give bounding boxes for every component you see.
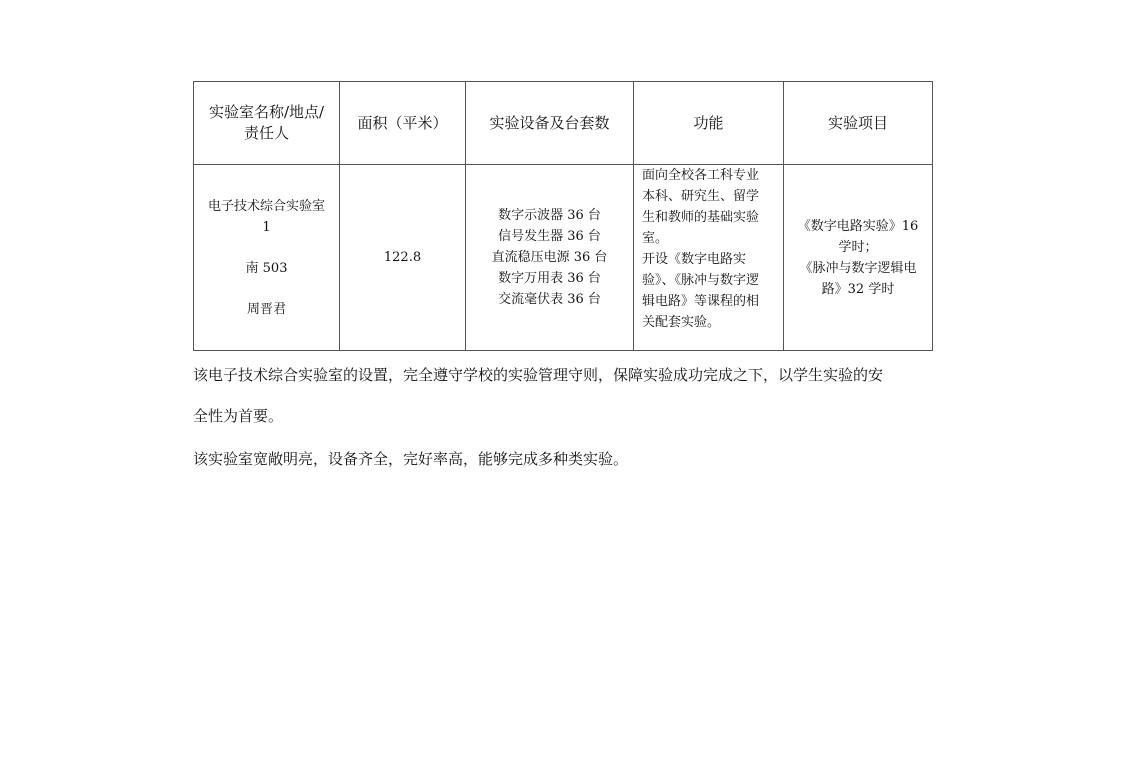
table-row <box>194 165 933 351</box>
header-name-line-1: 实验室名称/地点/ <box>208 103 325 121</box>
cell-function <box>634 165 784 351</box>
spacer <box>200 238 333 258</box>
cell-area: 122.8 <box>340 165 466 351</box>
project-line: 《数字电路实验》16 <box>797 218 919 234</box>
function-line: 面向全校各工科专业 <box>642 168 760 183</box>
cell-equipment <box>466 165 634 351</box>
equipment-item: 交流毫伏表 36 台 <box>498 292 601 307</box>
project-line: 路》32 学时 <box>821 281 895 297</box>
paragraph-1-line-2: 全性为首要。 <box>193 407 284 425</box>
lab-responsible-person: 周晋君 <box>246 301 286 317</box>
table-header-row <box>194 82 933 165</box>
project-line: 《脉冲与数字逻辑电 <box>799 260 917 276</box>
paragraph-1-line-1: 该电子技术综合实验室的设置，完全遵守学校的实验管理守则，保障实验成功完成之下，以学生实验的安 <box>193 366 884 384</box>
function-line: 关配套实验。 <box>642 315 721 330</box>
paragraph-2: 该实验室宽敞明亮，设备齐全，完好率高，能够完成多种类实验。 <box>193 450 629 468</box>
equipment-item: 直流稳压电源 36 台 <box>491 250 608 265</box>
function-line: 本科、研究生、留学 <box>642 189 760 204</box>
equipment-item: 信号发生器 36 台 <box>498 229 601 244</box>
cell-name-location-person <box>194 165 340 351</box>
header-equipment: 实验设备及台套数 <box>466 82 634 165</box>
lab-info-table <box>193 81 933 351</box>
equipment-item: 数字万用表 36 台 <box>498 271 601 286</box>
lab-location: 南 503 <box>245 260 288 276</box>
header-projects: 实验项目 <box>784 82 933 165</box>
lab-name-line-2: 1 <box>262 219 271 235</box>
equipment-item: 数字示波器 36 台 <box>498 208 601 223</box>
cell-projects <box>784 165 933 351</box>
header-name-location-person <box>194 82 340 165</box>
header-name-line-2: 责任人 <box>243 124 289 142</box>
header-area: 面积（平米） <box>340 82 466 165</box>
function-line: 验》、《脉冲与数字逻 <box>642 273 760 288</box>
lab-name-line-1: 电子技术综合实验室 <box>207 198 325 214</box>
function-line: 室。 <box>642 231 669 246</box>
function-line: 开设《数字电路实 <box>642 252 747 267</box>
header-function: 功能 <box>634 82 784 165</box>
function-line: 辑电路》等课程的相 <box>642 294 760 309</box>
spacer <box>200 279 333 299</box>
project-line: 学时； <box>838 239 878 255</box>
function-line: 生和教师的基础实验 <box>642 210 760 225</box>
